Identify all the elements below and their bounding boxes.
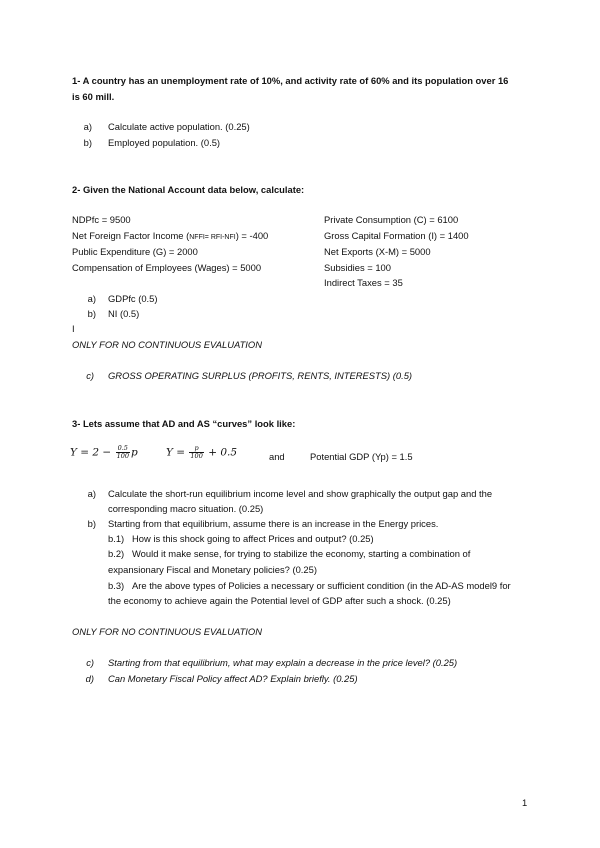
q2-right-4: Subsidies = 100 [324,262,391,273]
q2-left-2 [72,230,268,241]
q3-item-b2-line1: Would it make sense, for trying to stabilize the economy, starting a combination of [132,548,471,559]
q3-item-b-line1: Starting from that equilibrium, assume there is an increase in the Energy prices. [108,518,439,529]
q1-item-a-label: a) [83,121,92,132]
ad-equation-var: p [131,446,138,459]
q3-item-a-line2: corresponding macro situation. (0.25) [108,503,264,514]
q2-left-3: Public Expenditure (G) = 2000 [72,246,198,257]
q3-item-a-line1: Calculate the short-run equilibrium income level and show graphically the output gap and the [108,488,493,499]
q3-item-d-text: Can Monetary Fiscal Policy affect AD? Explain briefly. (0.25) [108,673,358,684]
ad-equation [70,445,138,460]
q3-item-b2-label: b.2) [108,548,125,559]
q2-item-a-text: GDPfc (0.5) [108,293,158,304]
q1-item-a-text: Calculate active population. (0.25) [108,121,250,132]
q2-item-b-label: b) [87,308,96,319]
q3-item-b3-label: b.3) [108,580,125,591]
as-equation-lhs: Y = [166,446,186,459]
q3-item-b-label: b) [87,518,96,529]
page-number: 1 [522,797,528,808]
q1-title-line2: is 60 mill. [72,91,115,102]
q2-stray-mark: I [72,323,75,334]
q3-item-b3-line1: Are the above types of Policies a necessary or sufficient condition (in the AD-AS model9 for [132,580,511,591]
q3-item-c-label: c) [86,657,94,668]
q2-right-3: Net Exports (X-M) = 5000 [324,246,431,257]
ad-fraction-numerator: 0.5 [116,445,130,453]
as-equation-rhs: + 0.5 [208,446,238,459]
q2-item-b-text: NI (0.5) [108,308,140,319]
q2-no-continuous-note: ONLY FOR NO CONTINUOUS EVALUATION [72,339,262,350]
as-equation-fraction [189,445,203,460]
q1-title-line1: 1- A country has an unemployment rate of 10%, and activity rate of 60% and its population over 16 [72,75,509,86]
q2-right-2: Gross Capital Formation (I) = 1400 [324,230,469,241]
q3-item-b2-line2: expansionary Fiscal and Monetary policies? (0.25) [108,564,317,575]
q3-item-b3-line2: the economy to achieve again the Potential level of GDP after such a shock. (0.25) [108,595,451,606]
q2-item-c-text: GROSS OPERATING SURPLUS (PROFITS, RENTS, INTERESTS) (0.5) [108,370,413,381]
q2-right-5: Indirect Taxes = 35 [324,277,403,288]
ad-fraction-denominator: 100 [116,452,129,460]
q3-no-continuous-note: ONLY FOR NO CONTINUOUS EVALUATION [72,626,262,637]
q3-potential-gdp: Potential GDP (Yp) = 1.5 [310,451,413,462]
q3-item-c-text: Starting from that equilibrium, what may explain a decrease in the price level? (0.25) [108,657,458,668]
q2-nffi-small: NFFI= RFI-NFI [189,234,236,241]
q3-item-b1-label: b.1) [108,533,125,544]
q2-left-1: NDPfc = 9500 [72,214,131,225]
q2-nffi-prefix: Net Foreign Factor Income ( [72,230,190,241]
ad-equation-fraction [116,445,130,460]
q2-item-a-label: a) [87,293,96,304]
q3-item-a-label: a) [87,488,96,499]
q3-title: 3- Lets assume that AD and AS “curves” look like: [72,418,296,429]
q2-nffi-suffix: ) = -400 [235,230,269,241]
q3-item-d-label: d) [85,673,94,684]
q2-item-c-label: c) [86,370,94,381]
as-fraction-denominator: 100 [190,452,203,460]
q3-and: and [269,451,285,462]
ad-equation-lhs: Y = 2 − [70,446,112,459]
q3-item-b1-text: How is this shock going to affect Prices and output? (0.25) [132,533,374,544]
as-fraction-numerator: p [189,445,203,453]
as-equation [166,445,237,460]
q1-item-b-text: Employed population. (0.5) [108,137,221,148]
q1-item-b-label: b) [83,137,92,148]
q2-title: 2- Given the National Account data below, calculate: [72,184,305,195]
q2-right-1: Private Consumption (C) = 6100 [324,214,459,225]
q2-left-4: Compensation of Employees (Wages) = 5000 [72,262,262,273]
